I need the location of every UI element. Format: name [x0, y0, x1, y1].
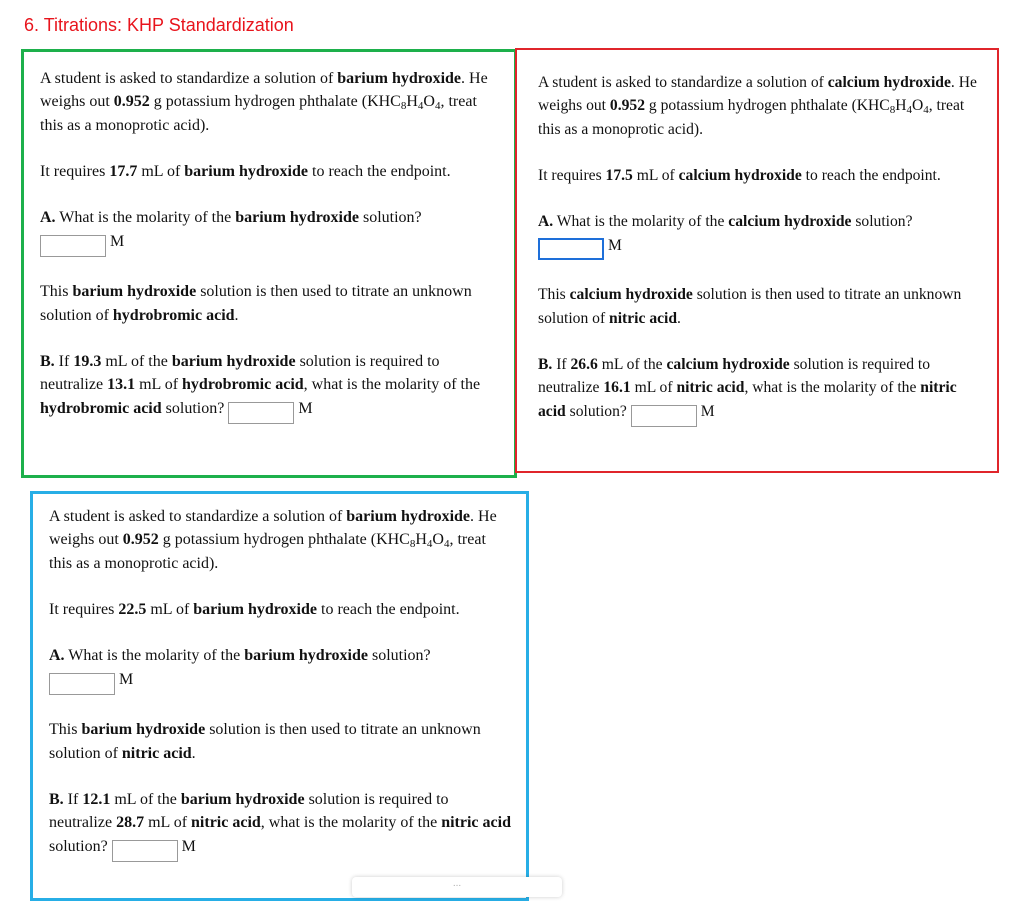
text: solution?	[851, 213, 913, 231]
text: H	[406, 93, 418, 111]
question-b	[49, 788, 512, 862]
bold-text: calcium hydroxide	[728, 213, 852, 231]
problem-endpoint	[40, 160, 499, 183]
problem-box-red	[515, 48, 999, 473]
bold-text: barium hydroxide	[235, 209, 359, 227]
text: .	[234, 306, 239, 324]
bold-text: barium hydroxide	[81, 721, 206, 739]
subscript: 4	[923, 104, 929, 117]
subscript: 8	[889, 104, 896, 117]
bold-text: 0.952	[609, 97, 645, 115]
bold-text: B.	[40, 353, 55, 371]
bold-text: nitric acid	[538, 379, 957, 420]
bold-text: 28.7	[116, 814, 145, 832]
subscript: 4	[906, 104, 912, 117]
text: It requires	[40, 162, 110, 180]
text: solution?	[565, 402, 627, 420]
text: solution?	[49, 837, 108, 855]
bold-text: calcium hydroxide	[827, 74, 951, 91]
text: mL of	[135, 376, 183, 394]
bold-text: hydrobromic acid	[112, 306, 235, 324]
text: mL of the	[597, 356, 667, 374]
subscript: 4	[426, 538, 433, 551]
bold-text: 17.5	[605, 166, 633, 184]
unit-label: M	[110, 233, 125, 251]
text: solution is then used to titrate an unknown solution of	[49, 721, 481, 762]
text: H	[895, 97, 907, 115]
subscript: 8	[409, 538, 416, 551]
text: solution is then used to titrate an unknown solution of	[40, 283, 472, 324]
text: If	[63, 791, 83, 809]
subscript: 8	[400, 100, 407, 113]
problem-followup	[538, 283, 983, 330]
more-icon[interactable]: ...	[452, 878, 462, 889]
subscript: 4	[434, 100, 441, 113]
text: , what is the molarity of the	[260, 814, 442, 832]
text: This	[49, 721, 82, 739]
text: A student is asked to standardize a solution of	[49, 508, 347, 525]
bold-text: barium hydroxide	[72, 283, 197, 301]
text: .	[677, 309, 681, 327]
text: . He weighs out	[538, 74, 977, 115]
answer-a-input[interactable]	[538, 238, 604, 260]
bold-text: 12.1	[82, 791, 111, 809]
bold-text: 13.1	[107, 376, 136, 394]
bold-text: 19.3	[73, 353, 102, 371]
bold-text: 16.1	[603, 379, 631, 397]
text: mL of the	[110, 791, 181, 809]
problem-box-green	[21, 49, 517, 478]
unit-label: M	[119, 671, 134, 689]
question-a	[49, 644, 512, 695]
unit-label: M	[298, 399, 313, 417]
text: What is the molarity of the	[553, 213, 729, 231]
subscript: 4	[443, 538, 450, 551]
bold-text: barium hydroxide	[184, 162, 308, 180]
text: g potassium hydrogen phthalate (KHC	[149, 93, 401, 111]
answer-a-input[interactable]	[49, 673, 115, 695]
bold-text: 17.7	[109, 162, 138, 180]
answer-b-input[interactable]	[631, 405, 697, 427]
bold-text: B.	[538, 356, 553, 374]
text: .	[191, 744, 196, 762]
bold-text: A.	[538, 213, 554, 231]
bold-text: 22.5	[118, 600, 147, 618]
text: If	[54, 353, 74, 371]
problem-followup	[49, 718, 512, 765]
question-b	[538, 353, 983, 427]
answer-a-row	[49, 668, 512, 695]
text: g potassium hydrogen phthalate (KHC	[645, 97, 890, 115]
text: O	[423, 93, 435, 111]
page-title: 6. Titrations: KHP Standardization	[24, 15, 294, 35]
text: O	[911, 97, 924, 115]
bold-text: 0.952	[113, 93, 150, 111]
bold-text: barium hydroxide	[244, 647, 368, 665]
subscript: 4	[417, 100, 424, 113]
text: solution is then used to titrate an unknown solution of	[538, 286, 962, 327]
text: mL of	[630, 379, 677, 397]
bold-text: barium hydroxide	[180, 791, 305, 809]
text: solution?	[358, 209, 422, 227]
answer-a-input[interactable]	[40, 235, 106, 257]
text: , what is the molarity of the	[303, 376, 481, 394]
text: solution is required to neutralize	[538, 356, 931, 397]
text: mL of	[137, 162, 185, 180]
bold-text: hydrobromic acid	[182, 376, 304, 394]
text: This	[538, 286, 570, 304]
bold-text: nitric acid	[121, 744, 192, 762]
text: , treat this as a monoprotic acid).	[40, 93, 477, 134]
unit-label: M	[181, 837, 196, 855]
text: mL of	[632, 166, 679, 184]
text: It requires	[538, 166, 606, 184]
text: This	[40, 283, 73, 301]
text: What is the molarity of the	[55, 209, 236, 227]
bold-text: barium hydroxide	[346, 508, 471, 525]
bold-text: barium hydroxide	[337, 70, 462, 87]
text: to reach the endpoint.	[308, 162, 451, 180]
bold-text: barium hydroxide	[171, 353, 296, 371]
text: solution is required to neutralize	[49, 791, 449, 832]
answer-a-row	[538, 234, 983, 260]
question-a	[40, 206, 499, 257]
problem-endpoint	[49, 598, 512, 621]
question-b	[40, 350, 499, 424]
text: mL of the	[101, 353, 172, 371]
bold-text: nitric acid	[191, 814, 261, 832]
text: , treat this as a monoprotic acid).	[49, 531, 486, 572]
floating-toolbar[interactable]	[352, 877, 562, 897]
answer-b-input[interactable]	[112, 840, 178, 862]
text: to reach the endpoint.	[801, 166, 941, 184]
text: solution is required to neutralize	[40, 353, 440, 394]
text: A student is asked to standardize a solution of	[538, 74, 828, 91]
bold-text: nitric acid	[441, 814, 511, 832]
problem-intro	[49, 505, 512, 575]
problem-followup	[40, 280, 499, 327]
text: It requires	[49, 600, 119, 618]
text: What is the molarity of the	[64, 647, 245, 665]
problem-box-blue	[30, 491, 529, 901]
text: . He weighs out	[40, 70, 488, 111]
text: solution?	[367, 647, 431, 665]
text: , treat this as a monoprotic acid).	[538, 97, 965, 138]
text: , what is the molarity of the	[744, 379, 921, 397]
bold-text: hydrobromic acid	[40, 399, 162, 417]
unit-label: M	[700, 402, 715, 420]
bold-text: calcium hydroxide	[666, 356, 790, 374]
bold-text: A.	[49, 647, 65, 665]
text: If	[552, 356, 571, 374]
text: H	[415, 531, 427, 549]
bold-text: calcium hydroxide	[678, 166, 802, 184]
text: g potassium hydrogen phthalate (KHC	[158, 531, 410, 549]
bold-text: B.	[49, 791, 64, 809]
problem-intro	[538, 71, 983, 141]
bold-text: A.	[40, 209, 56, 227]
text: to reach the endpoint.	[317, 600, 460, 618]
text: mL of	[144, 814, 192, 832]
answer-b-input[interactable]	[228, 402, 294, 424]
text: A student is asked to standardize a solution of	[40, 70, 338, 87]
problem-intro	[40, 67, 499, 137]
text: mL of	[146, 600, 194, 618]
text: solution?	[161, 399, 225, 417]
bold-text: calcium hydroxide	[569, 286, 693, 304]
bold-text: barium hydroxide	[193, 600, 317, 618]
answer-a-row	[40, 230, 499, 257]
bold-text: 0.952	[122, 531, 159, 549]
problem-endpoint	[538, 164, 983, 187]
question-a	[538, 210, 983, 260]
bold-text: nitric acid	[676, 379, 745, 397]
text: O	[432, 531, 444, 549]
bold-text: 26.6	[570, 356, 598, 374]
text: . He weighs out	[49, 508, 497, 549]
bold-text: nitric acid	[609, 309, 678, 327]
unit-label: M	[608, 237, 622, 255]
